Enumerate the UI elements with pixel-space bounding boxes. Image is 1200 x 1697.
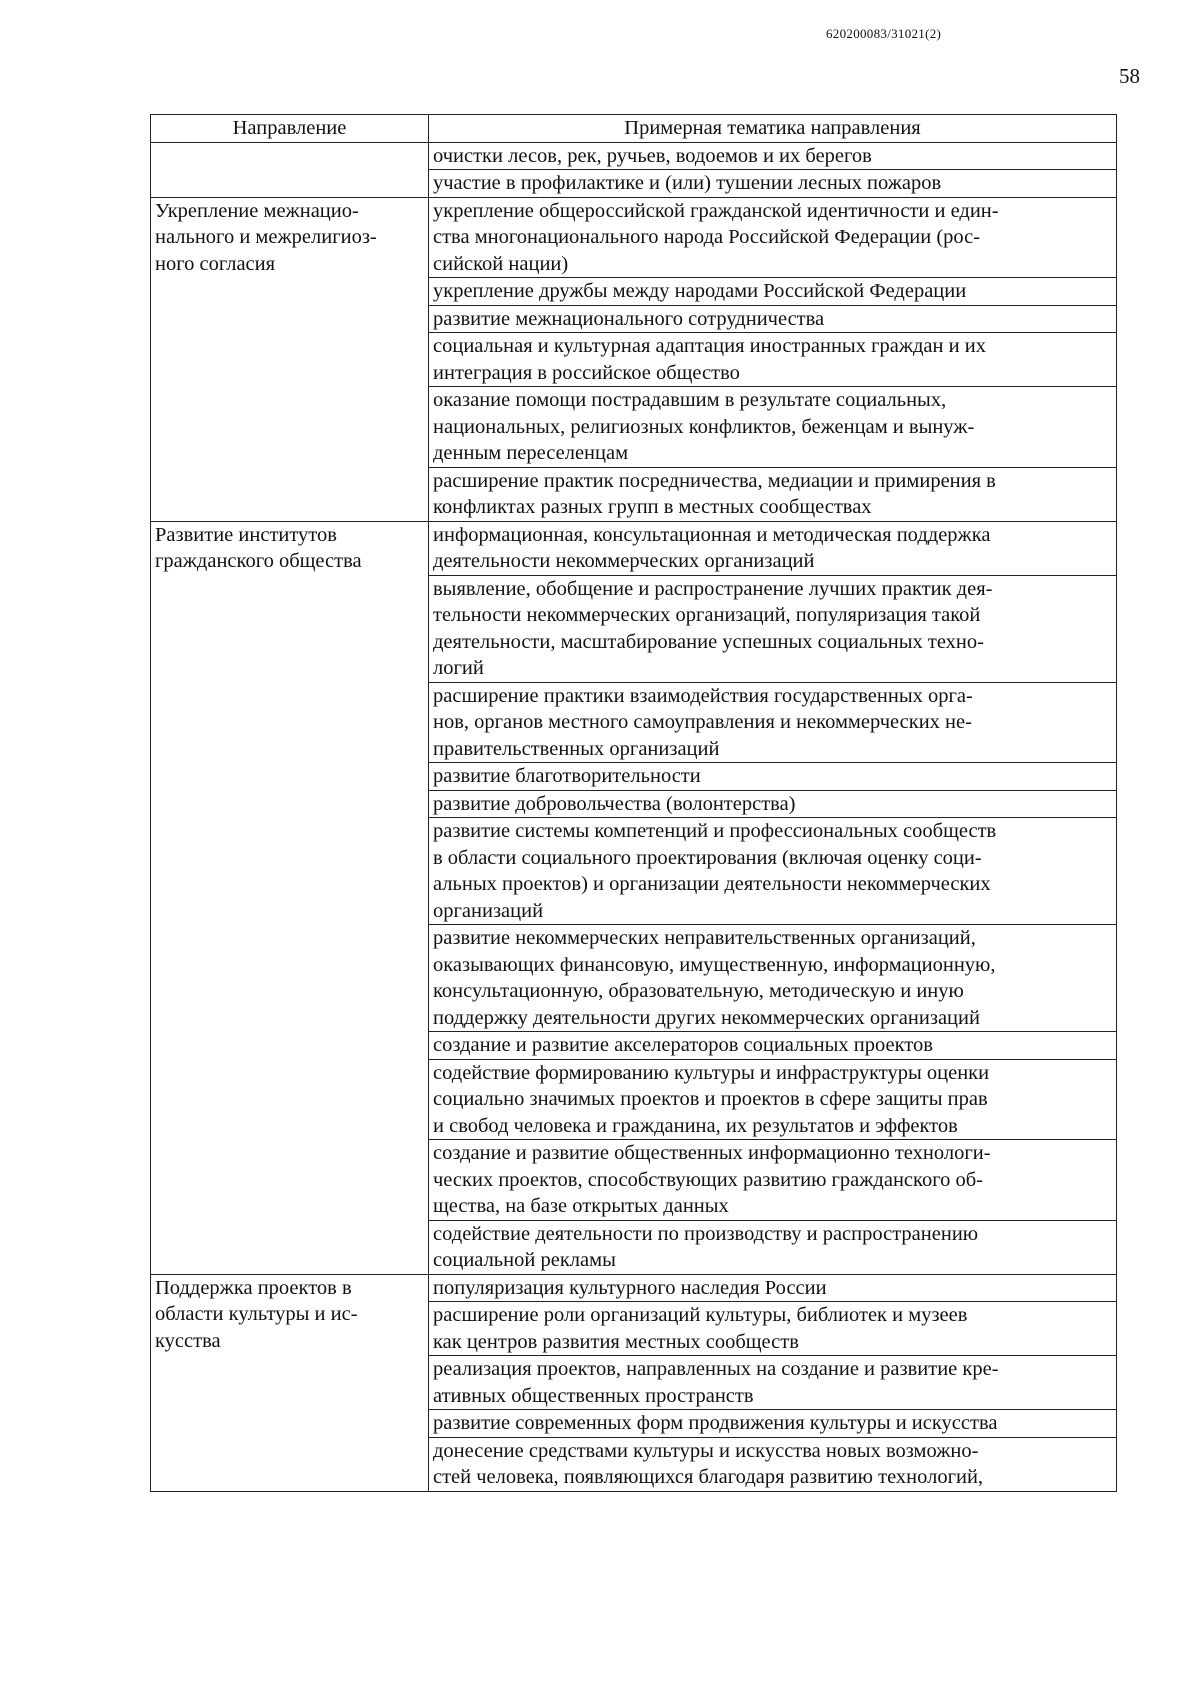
document-id: 620200083/31021(2) [826,26,942,41]
topic-cell: популяризация культурного наследия России [429,1274,1117,1302]
topic-cell: развитие межнационального сотрудничества [429,305,1117,333]
topic-cell: информационная, консультационная и методическая поддержка деятельности некоммерческих организаций [429,521,1117,575]
table-row [151,1274,1117,1302]
topic-cell: очистки лесов, рек, ручьев, водоемов и их берегов [429,142,1117,170]
page-number: 58 [1119,64,1140,88]
topic-cell: расширение практики взаимодействия государственных орга- нов, органов местного самоуправления и некоммерческих не- правительственных организаций [429,682,1117,763]
direction-cell [151,142,429,197]
table-row [151,197,1117,278]
direction-cell: Развитие институтов гражданского общества [151,521,429,1274]
table-row [151,142,1117,170]
topic-cell: расширение практик посредничества, медиации и примирения в конфликтах разных групп в местных сообществах [429,467,1117,521]
directions-table [150,114,1117,1492]
topic-cell: создание и развитие акселераторов социальных проектов [429,1032,1117,1060]
topic-cell: реализация проектов, направленных на создание и развитие кре- ативных общественных пространств [429,1356,1117,1410]
direction-cell: Поддержка проектов в области культуры и ис- кусства [151,1274,429,1491]
table-body [151,142,1117,1491]
topic-cell: содействие формированию культуры и инфраструктуры оценки социально значимых проектов и проектов в сфере защиты прав и свобод человека и гражданина, их результатов и эффектов [429,1059,1117,1140]
topic-cell: социальная и культурная адаптация иностранных граждан и их интеграция в российское общество [429,333,1117,387]
topic-cell: донесение средствами культуры и искусства новых возможно- стей человека, появляющихся благодаря развитию технологий, [429,1437,1117,1491]
topic-cell: укрепление общероссийской гражданской идентичности и един- ства многонационального народа Российской Федерации (рос- сийской нации) [429,197,1117,278]
topic-cell: укрепление дружбы между народами Российской Федерации [429,278,1117,306]
topic-cell: развитие системы компетенций и профессиональных сообществ в области социального проектирования (включая оценку соци- альных проектов) и организации деятельности некоммерческих организаций [429,818,1117,925]
topic-cell: создание и развитие общественных информационно технологи- ческих проектов, способствующих развитию гражданского об- щества, на базе открытых данных [429,1140,1117,1221]
topic-cell: развитие некоммерческих неправительственных организаций, оказывающих финансовую, имущественную, информационную, консультационную, образовательную, методическую и иную поддержку деятельности других некоммерческих организаций [429,925,1117,1032]
topic-cell: развитие добровольчества (волонтерства) [429,790,1117,818]
column-header-topics: Примерная тематика направления [429,115,1117,143]
topic-cell: оказание помощи пострадавшим в результате социальных, национальных, религиозных конфликтов, беженцам и вынуж- денным переселенцам [429,387,1117,468]
table-row [151,521,1117,575]
column-header-direction: Направление [151,115,429,143]
topic-cell: содействие деятельности по производству и распространению социальной рекламы [429,1220,1117,1274]
topic-cell: выявление, обобщение и распространение лучших практик дея- тельности некоммерческих организаций, популяризация такой деятельности, масштабирование успешных социальных техно- логий [429,575,1117,682]
topic-cell: расширение роли организаций культуры, библиотек и музеев как центров развития местных сообществ [429,1302,1117,1356]
topic-cell: участие в профилактике и (или) тушении лесных пожаров [429,170,1117,198]
topic-cell: развитие благотворительности [429,763,1117,791]
table-header-row [151,115,1117,143]
topic-cell: развитие современных форм продвижения культуры и искусства [429,1410,1117,1438]
direction-cell: Укрепление межнацио- нального и межрелигиоз- ного согласия [151,197,429,521]
